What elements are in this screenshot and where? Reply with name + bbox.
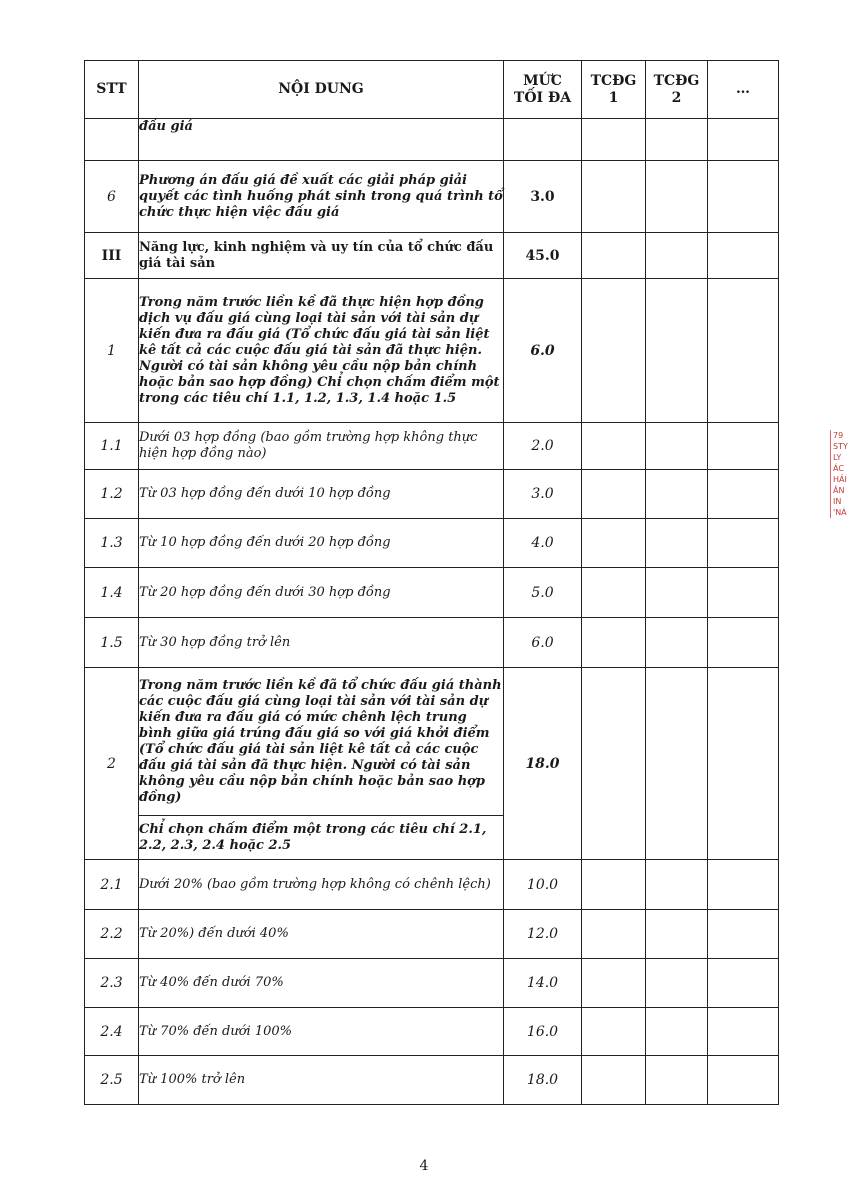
row-more-cell xyxy=(708,860,779,910)
row-tcdg2-cell xyxy=(646,470,708,519)
side-stamp-line: 'NÁ xyxy=(833,508,847,517)
row-more-cell xyxy=(708,119,779,161)
table-row xyxy=(85,119,779,161)
row-more-cell xyxy=(708,910,779,959)
row-more-cell xyxy=(708,519,779,568)
row-content: Từ 30 hợp đồng trở lên xyxy=(139,618,504,668)
row-stt xyxy=(85,119,139,161)
header-tcdg2-line1: TCĐG xyxy=(653,72,700,89)
row-content: Từ 40% đến dưới 70% xyxy=(139,959,504,1008)
row-more-cell xyxy=(708,568,779,618)
row-tcdg2-cell xyxy=(646,668,708,860)
row-max: 16.0 xyxy=(504,1008,582,1056)
side-stamp-line: IN xyxy=(833,497,842,506)
row-tcdg1-cell xyxy=(582,519,646,568)
row-tcdg1-cell xyxy=(582,233,646,279)
side-stamp-line: ÂN xyxy=(833,486,845,495)
page-number: 4 xyxy=(419,1158,429,1174)
table-row xyxy=(85,470,779,519)
row-more-cell xyxy=(708,470,779,519)
table-row xyxy=(85,161,779,233)
row-tcdg1-cell xyxy=(582,568,646,618)
row-tcdg2-cell xyxy=(646,959,708,1008)
header-tcdg2-line2: 2 xyxy=(671,89,682,106)
row-max: 3.0 xyxy=(504,470,582,519)
row-tcdg2-cell xyxy=(646,910,708,959)
side-stamp-line: 79 xyxy=(833,431,844,440)
row-tcdg1-cell xyxy=(582,1056,646,1105)
row-tcdg1-cell xyxy=(582,618,646,668)
row-tcdg1-cell xyxy=(582,279,646,423)
row-content: Trong năm trước liền kề đã tổ chức đấu giá thành các cuộc đấu giá cùng loại tài sản với tài sản dự kiến đưa ra đấu giá có mức chênh lệch trung bình giữa giá trúng đấu giá so với giá khởi điểm (Tổ chức đấu giá tài sản liệt kê tất cả các cuộc đấu giá tài sản đã thực hiện. Người có tài sản không yêu cầu nộp bản chính hoặc bản sao hợp đồng) xyxy=(139,668,504,816)
row-content: Năng lực, kinh nghiệm và uy tín của tổ chức đấu giá tài sản xyxy=(139,233,504,279)
row-max: 12.0 xyxy=(504,910,582,959)
row-tcdg1-cell xyxy=(582,1008,646,1056)
side-stamp-line: STY xyxy=(833,442,848,451)
row-tcdg1-cell xyxy=(582,161,646,233)
row-content: Từ 100% trở lên xyxy=(139,1056,504,1105)
row-tcdg2-cell xyxy=(646,119,708,161)
row-content: Từ 20 hợp đồng đến dưới 30 hợp đồng xyxy=(139,568,504,618)
table-row xyxy=(85,1008,779,1056)
row-content: đấu giá xyxy=(139,119,504,161)
row-tcdg2-cell xyxy=(646,618,708,668)
row-stt: 1.2 xyxy=(85,470,139,519)
row-stt: III xyxy=(85,233,139,279)
row-tcdg1-cell xyxy=(582,423,646,470)
row-tcdg1-cell xyxy=(582,860,646,910)
row-more-cell xyxy=(708,233,779,279)
row-content: Từ 20%) đến dưới 40% xyxy=(139,910,504,959)
row-content: Từ 03 hợp đồng đến dưới 10 hợp đồng xyxy=(139,470,504,519)
row-stt: 2.3 xyxy=(85,959,139,1008)
row-more-cell xyxy=(708,279,779,423)
row-tcdg1-cell xyxy=(582,910,646,959)
row-stt: 6 xyxy=(85,161,139,233)
row-max: 4.0 xyxy=(504,519,582,568)
row-max: 18.0 xyxy=(504,668,582,860)
header-stt: STT xyxy=(85,61,139,119)
row-more-cell xyxy=(708,618,779,668)
row-tcdg2-cell xyxy=(646,1008,708,1056)
row-more-cell xyxy=(708,668,779,860)
row-content: Trong năm trước liền kề đã thực hiện hợp đồng dịch vụ đấu giá cùng loại tài sản với tài sản dự kiến đưa ra đấu giá (Tổ chức đấu giá tài sản liệt kê tất cả các cuộc đấu giá tài sản đã thực hiện. Người có tài sản không yêu cầu nộp bản chính hoặc bản sao hợp đồng) Chỉ chọn chấm điểm một trong các tiêu chí 1.1, 1.2, 1.3, 1.4 hoặc 1.5 xyxy=(139,279,504,423)
row-stt: 2.4 xyxy=(85,1008,139,1056)
row-max: 14.0 xyxy=(504,959,582,1008)
row-tcdg2-cell xyxy=(646,1056,708,1105)
row-tcdg2-cell xyxy=(646,423,708,470)
row-content: Dưới 03 hợp đồng (bao gồm trường hợp không thực hiện hợp đồng nào) xyxy=(139,423,504,470)
table-row xyxy=(85,233,779,279)
row-max: 3.0 xyxy=(504,161,582,233)
header-more: … xyxy=(708,61,779,119)
row-stt: 1.4 xyxy=(85,568,139,618)
row-max: 6.0 xyxy=(504,279,582,423)
side-stamp xyxy=(830,430,848,518)
row-stt: 2.1 xyxy=(85,860,139,910)
row-tcdg1-cell xyxy=(582,668,646,860)
row-max xyxy=(504,119,582,161)
row-tcdg2-cell xyxy=(646,860,708,910)
row-stt: 2.2 xyxy=(85,910,139,959)
row-stt: 1.3 xyxy=(85,519,139,568)
row-more-cell xyxy=(708,1056,779,1105)
table-row xyxy=(85,423,779,470)
side-stamp-line: HẢI xyxy=(833,475,847,484)
table-row xyxy=(85,1056,779,1105)
header-max-line2: TỐI ĐA xyxy=(513,89,572,106)
row-content: Từ 10 hợp đồng đến dưới 20 hợp đồng xyxy=(139,519,504,568)
header-max xyxy=(504,61,582,119)
table-row xyxy=(85,910,779,959)
header-tcdg2 xyxy=(646,61,708,119)
side-stamp-line: LY xyxy=(833,453,842,462)
row-stt: 2.5 xyxy=(85,1056,139,1105)
scoring-table xyxy=(84,60,779,1105)
table-row xyxy=(85,860,779,910)
row-content: Phương án đấu giá đề xuất các giải pháp giải quyết các tình huống phát sinh trong quá trình tổ chức thực hiện việc đấu giá xyxy=(139,161,504,233)
row-tcdg1-cell xyxy=(582,470,646,519)
row-stt: 1.1 xyxy=(85,423,139,470)
table-row xyxy=(85,668,779,816)
side-stamp-line: ÁC xyxy=(833,464,844,473)
header-row xyxy=(85,61,779,119)
row-max: 18.0 xyxy=(504,1056,582,1105)
header-max-line1: MỨC xyxy=(523,72,562,89)
header-tcdg1-line2: 1 xyxy=(608,89,619,106)
row-content-note: Chỉ chọn chấm điểm một trong các tiêu chí 2.1, 2.2, 2.3, 2.4 hoặc 2.5 xyxy=(139,816,504,860)
row-more-cell xyxy=(708,161,779,233)
table-row xyxy=(85,618,779,668)
row-max: 5.0 xyxy=(504,568,582,618)
row-tcdg2-cell xyxy=(646,161,708,233)
table-row xyxy=(85,568,779,618)
row-stt: 2 xyxy=(85,668,139,860)
row-tcdg2-cell xyxy=(646,233,708,279)
table-row xyxy=(85,959,779,1008)
row-more-cell xyxy=(708,959,779,1008)
row-max: 45.0 xyxy=(504,233,582,279)
row-tcdg2-cell xyxy=(646,279,708,423)
row-max: 10.0 xyxy=(504,860,582,910)
row-tcdg2-cell xyxy=(646,568,708,618)
row-stt: 1.5 xyxy=(85,618,139,668)
table-row xyxy=(85,279,779,423)
table-row xyxy=(85,519,779,568)
header-tcdg1-line1: TCĐG xyxy=(590,72,637,89)
row-max: 2.0 xyxy=(504,423,582,470)
row-max: 6.0 xyxy=(504,618,582,668)
row-tcdg1-cell xyxy=(582,119,646,161)
row-content: Dưới 20% (bao gồm trường hợp không có chênh lệch) xyxy=(139,860,504,910)
row-stt: 1 xyxy=(85,279,139,423)
row-more-cell xyxy=(708,423,779,470)
header-content: NỘI DUNG xyxy=(139,61,504,119)
row-content: Từ 70% đến dưới 100% xyxy=(139,1008,504,1056)
header-tcdg1 xyxy=(582,61,646,119)
row-tcdg2-cell xyxy=(646,519,708,568)
row-more-cell xyxy=(708,1008,779,1056)
row-tcdg1-cell xyxy=(582,959,646,1008)
